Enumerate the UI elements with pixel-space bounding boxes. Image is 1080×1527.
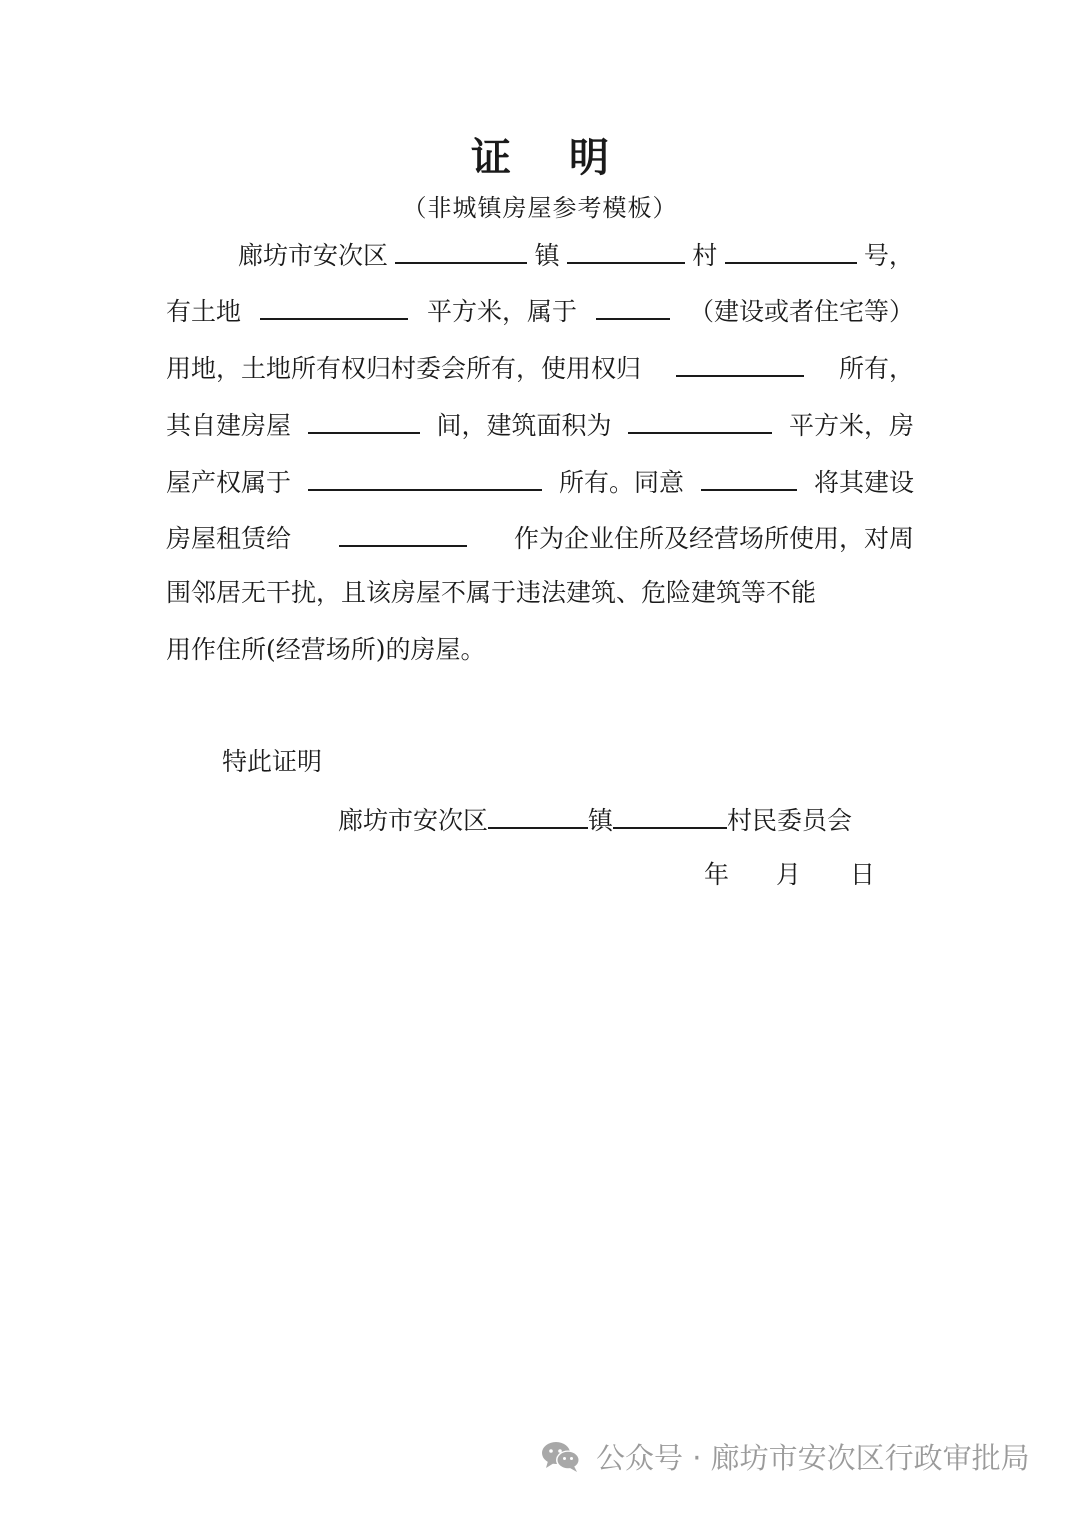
text-district: 廊坊市安次区 bbox=[238, 241, 389, 270]
blank-land-area[interactable] bbox=[260, 290, 408, 320]
text-neighbors: 围邻居无干扰，且该房屋不属于违法建筑、危险建筑等不能 bbox=[166, 578, 817, 607]
text-agree: 所有。同意 bbox=[558, 468, 684, 497]
body-line-2 bbox=[166, 290, 914, 330]
text-usage-end: 用作住所(经营场所)的房屋。 bbox=[166, 635, 486, 664]
body-line-5 bbox=[166, 461, 914, 501]
body-line-3 bbox=[166, 347, 914, 387]
blank-sig-village[interactable] bbox=[613, 799, 727, 829]
text-owned: 所有， bbox=[838, 354, 914, 383]
blank-use-right[interactable] bbox=[676, 347, 804, 377]
sig-committee: 村民委员会 bbox=[727, 806, 853, 835]
text-town: 镇 bbox=[534, 241, 560, 270]
text-usage: 作为企业住所及经营场所使用，对周 bbox=[513, 524, 914, 553]
sig-district: 廊坊市安次区 bbox=[338, 806, 489, 835]
closing-text: 特此证明 bbox=[222, 747, 323, 776]
signature-line bbox=[338, 799, 852, 841]
date-day: 日 bbox=[850, 860, 876, 889]
blank-lessee[interactable] bbox=[339, 517, 467, 547]
text-land: 有土地 bbox=[166, 297, 242, 326]
blank-number[interactable] bbox=[725, 234, 857, 264]
text-sqm: 平方米，房 bbox=[788, 411, 914, 440]
blank-rooms[interactable] bbox=[308, 404, 420, 434]
text-lease-to: 房屋租赁给 bbox=[166, 524, 292, 553]
text-self-built: 其自建房屋 bbox=[166, 411, 292, 440]
text-use-types: （建设或者住宅等） bbox=[688, 297, 914, 326]
blank-land-use[interactable] bbox=[596, 290, 670, 320]
text-number: 号， bbox=[863, 241, 914, 270]
watermark-text: 公众号 · 廊坊市安次区行政审批局 bbox=[596, 1440, 1030, 1475]
blank-town[interactable] bbox=[395, 234, 527, 264]
blank-agreer[interactable] bbox=[701, 461, 797, 491]
blank-village[interactable] bbox=[567, 234, 685, 264]
blank-property-owner[interactable] bbox=[308, 461, 542, 491]
blank-building-area[interactable] bbox=[628, 404, 772, 434]
text-lease: 将其建设 bbox=[813, 468, 914, 497]
body-line-7 bbox=[166, 573, 914, 613]
date-month: 月 bbox=[776, 860, 802, 889]
body-line-6 bbox=[166, 517, 914, 557]
text-ownership: 用地，土地所有权归村委会所有，使用权归 bbox=[166, 354, 642, 383]
sig-town: 镇 bbox=[588, 806, 614, 835]
body-line-8 bbox=[166, 630, 914, 670]
text-building-area: 间，建筑面积为 bbox=[436, 411, 612, 440]
date-year: 年 bbox=[704, 860, 730, 889]
body-line-1 bbox=[238, 234, 914, 274]
text-village: 村 bbox=[692, 241, 718, 270]
document-title: 证明 bbox=[471, 134, 667, 181]
wechat-icon bbox=[540, 1439, 582, 1473]
body-line-4 bbox=[166, 404, 914, 444]
blank-sig-town[interactable] bbox=[488, 799, 588, 829]
text-sqm-belongs: 平方米，属于 bbox=[426, 297, 577, 326]
wechat-watermark bbox=[540, 1432, 1030, 1480]
document-subtitle: （非城镇房屋参考模板） bbox=[402, 194, 678, 222]
text-property-right: 屋产权属于 bbox=[166, 468, 292, 497]
